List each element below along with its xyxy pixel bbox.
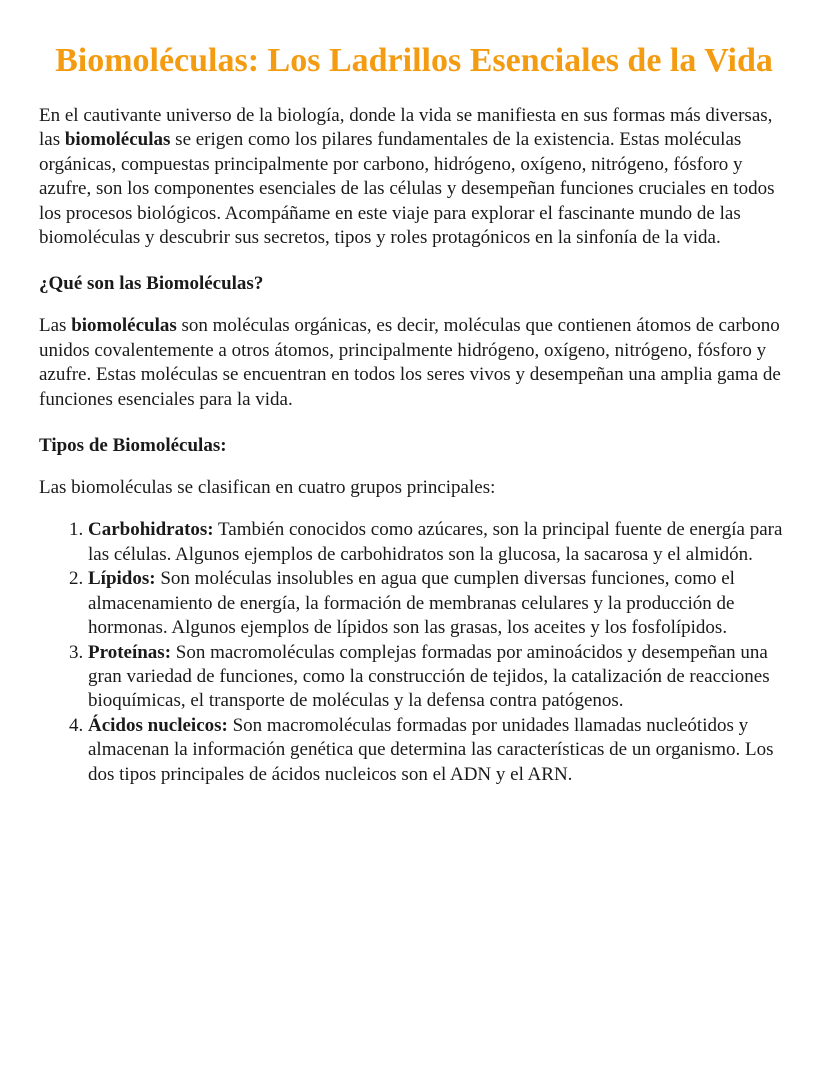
intro-paragraph [39,104,789,250]
list-item-text: Son macromoléculas formadas por unidades llamadas nucleótidos y almacenan la información genética que determina las características de un organismo. Los dos tipos principales de ácidos nucleicos son el ADN y el ARN. [88,714,774,785]
section-heading-what-are: ¿Qué son las Biomoléculas? [39,273,264,295]
list-item-nucleic-acids [88,714,789,787]
definition-paragraph [39,314,789,412]
list-item-lipids [88,567,789,640]
list-item-term: Ácidos nucleicos: [88,714,228,736]
intro-text-after: se erigen como los pilares fundamentales de la existencia. Estas moléculas orgánicas, compuestas principalmente por carbono, hidrógeno, oxígeno, nitrógeno, fósforo y azufre, son los componentes esenciales de las células y desempeñan funciones cruciales en todos los procesos biológicos. Acompáñame en este viaje para explorar el fascinante mundo de las biomoléculas y descubrir sus secretos, tipos y roles protagónicos en la sinfonía de la vida. [39,129,775,249]
list-item-text: Son moléculas insolubles en agua que cumplen diversas funciones, como el almacenamiento de energía, la formación de membranas celulares y la producción de hormonas. Algunos ejemplos de lípidos son las grasas, los aceites y los fosfolípidos. [88,568,735,639]
list-item-term: Carbohidratos: [88,519,214,541]
section-heading-types: Tipos de Biomoléculas: [39,435,227,457]
list-item-term: Proteínas: [88,641,172,663]
intro-text-before: En el cautivante universo de la biología, donde la vida se manifiesta en sus formas más diversas, las [39,105,773,151]
intro-bold-term: biomoléculas [64,129,171,151]
list-item-term: Lípidos: [88,568,156,590]
list-item-text: Son macromoléculas complejas formadas por aminoácidos y desempeñan una gran variedad de funciones, como la construcción de tejidos, la catalización de reacciones bioquímicas, el transporte de moléculas y la defensa contra patógenos. [88,641,770,712]
list-item-proteins [88,641,789,714]
types-lead-paragraph: Las biomoléculas se clasifican en cuatro grupos principales: [39,477,496,499]
types-list [39,518,789,786]
list-item-carbohydrates [88,518,789,567]
definition-text-after: son moléculas orgánicas, es decir, moléculas que contienen átomos de carbono unidos covalentemente a otros átomos, principalmente hidrógeno, oxígeno, nitrógeno, fósforo y azufre. Estas moléculas se encuentran en todos los seres vivos y desempeñan una amplia gama de funciones esenciales para la vida. [39,315,781,410]
list-item-text: También conocidos como azúcares, son la principal fuente de energía para las células. Algunos ejemplos de carbohidratos son la glucosa, la sacarosa y el almidón. [88,519,783,565]
definition-bold-term: biomoléculas [71,315,177,337]
definition-text-before: Las [39,315,72,337]
page-title: Biomoléculas: Los Ladrillos Esenciales de la Vida [55,42,773,79]
